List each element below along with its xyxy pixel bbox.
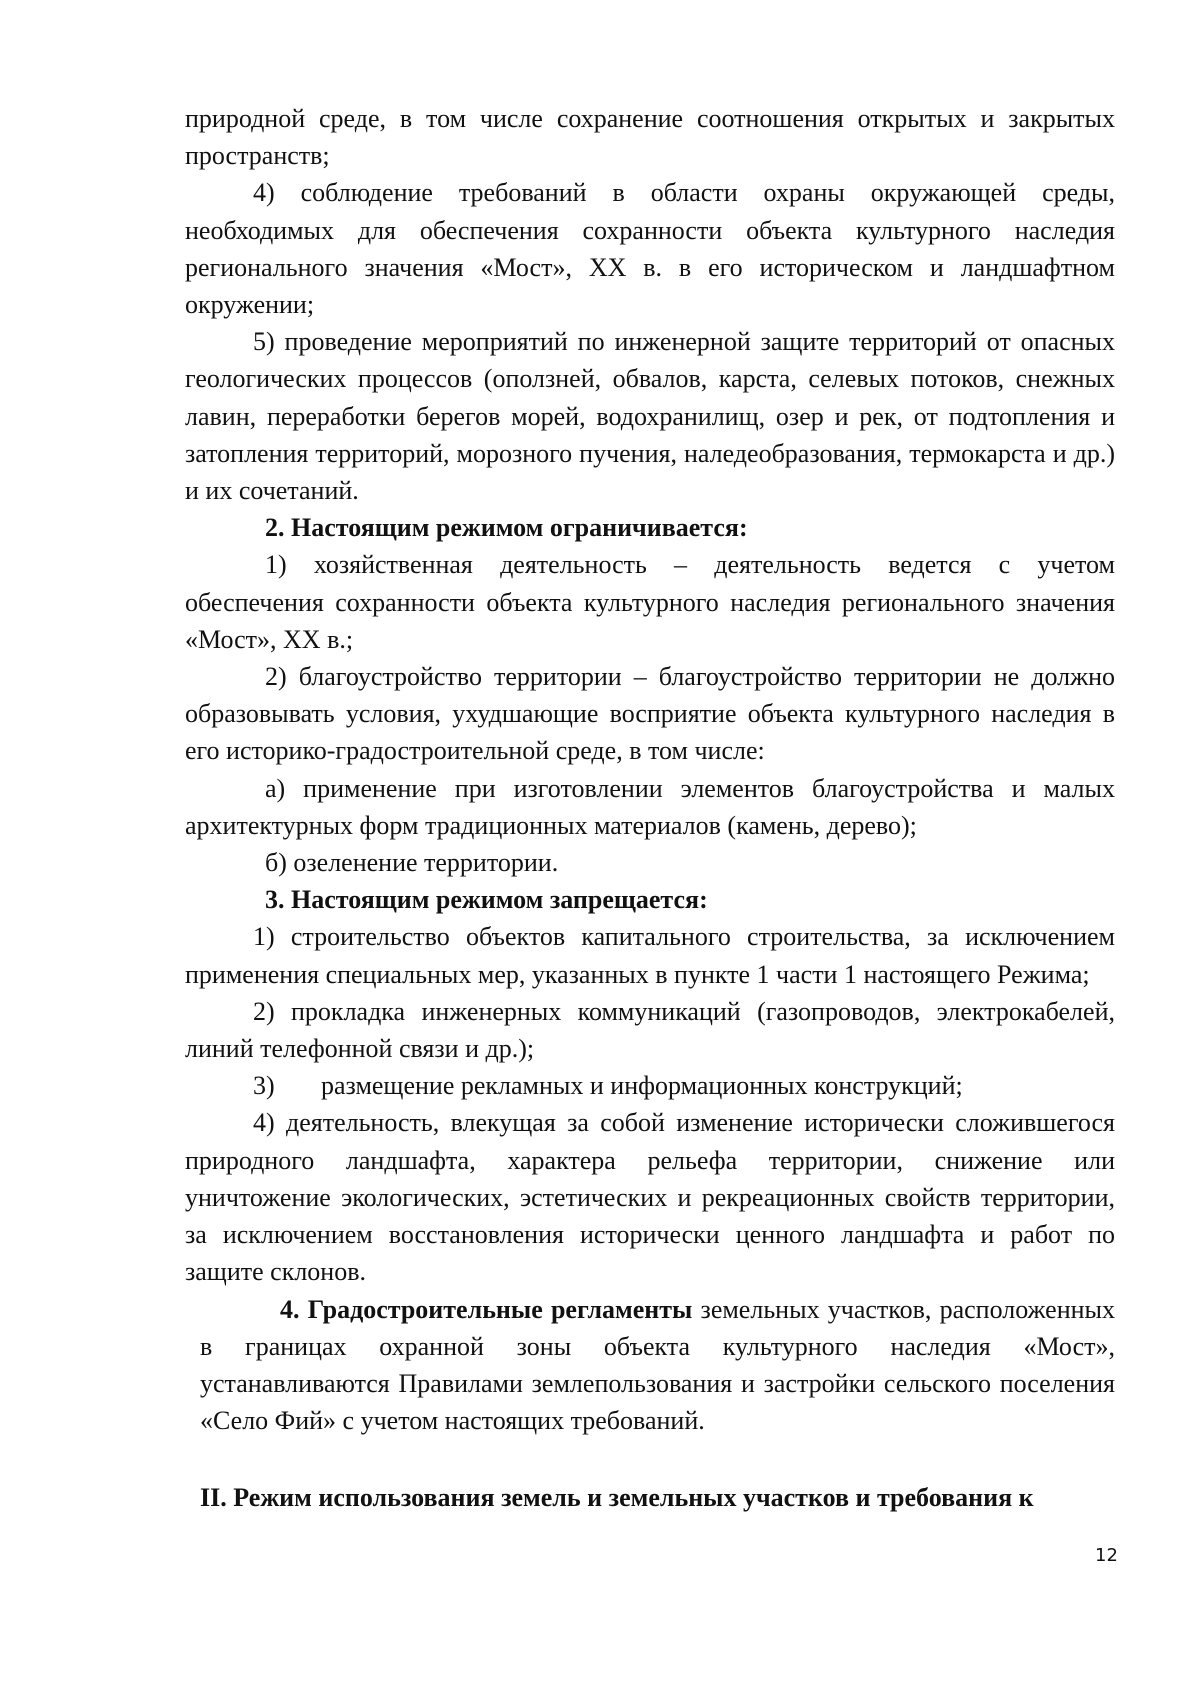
- page-content: [185, 100, 1115, 1517]
- prohibition-item-3-number: 3): [253, 1071, 275, 1101]
- paragraph-continuation: природной среде, в том числе сохранение соотношения открытых и закрытых пространств;: [185, 104, 1115, 171]
- restriction-item-2: 2) благоустройство территории – благоустройство территории не должно образовывать условия, ухудшающие восприятие объекта культурного наследия в его историко-градостроительной среде, в том числе:: [185, 662, 1115, 766]
- restriction-item-1: 1) хозяйственная деятельность – деятельность ведется с учетом обеспечения сохранности объекта культурного наследия регионального значения «Мост», XX в.;: [185, 550, 1115, 654]
- prohibition-item-3: [185, 1067, 1115, 1104]
- section-4-number: 4.: [280, 1294, 300, 1324]
- restriction-subitem-a: а) применение при изготовлении элементов благоустройства и малых архитектурных форм традиционных материалов (камень, дерево);: [185, 773, 1115, 840]
- section-4-text: земельных участков, расположенных в границах охранной зоны объекта культурного наследия «Мост», устанавливаются Правилами землепользования и застройки сельского поселения «Село Фий» с учетом настоящих требований.: [200, 1294, 1116, 1436]
- page-number: 12: [1095, 1545, 1118, 1566]
- prohibition-item-4: 4) деятельность, влекущая за собой изменение исторически сложившегося природного ландшафта, характера рельефа территории, снижение или уничтожение экологических, эстетических и рекреационных свойств территории, за исключением восстановления исторически ценного ландшафта и работ по защите склонов.: [185, 1108, 1115, 1287]
- section-title: II. Режим использования земель и земельных участков и требования к: [200, 1483, 1034, 1513]
- prohibition-item-1: 1) строительство объектов капитального строительства, за исключением применения специальных мер, указанных в пункте 1 части 1 настоящего Режима;: [185, 922, 1115, 989]
- heading-prohibitions: 3. Настоящим режимом запрещается:: [265, 885, 708, 915]
- restriction-subitem-b: б) озеленение территории.: [265, 848, 559, 878]
- paragraph-section-4: [200, 1291, 1115, 1440]
- prohibition-item-2: 2) прокладка инженерных коммуникаций (газопроводов, электрокабелей, линий телефонной связи и др.);: [185, 996, 1115, 1064]
- section-4-bold-term: Градостроительные регламенты: [307, 1294, 693, 1324]
- paragraph-item-4: 4) соблюдение требований в области охраны окружающей среды, необходимых для обеспечения сохранности объекта культурного наследия регионального значения «Мост», XX в. в его историческом и ландшафтном окружении;: [185, 178, 1115, 320]
- heading-restrictions: 2. Настоящим режимом ограничивается:: [265, 513, 748, 543]
- prohibition-item-3-text: размещение рекламных и информационных конструкций;: [321, 1071, 963, 1101]
- paragraph-item-5: 5) проведение мероприятий по инженерной защите территорий от опасных геологических процессов (оползней, обвалов, карста, селевых потоков, снежных лавин, переработки берегов морей, водохранилищ, озер и рек, от подтопления и затопления территорий, морозного пучения, наледеобразования, термокарста и др.) и их сочетаний.: [185, 327, 1115, 506]
